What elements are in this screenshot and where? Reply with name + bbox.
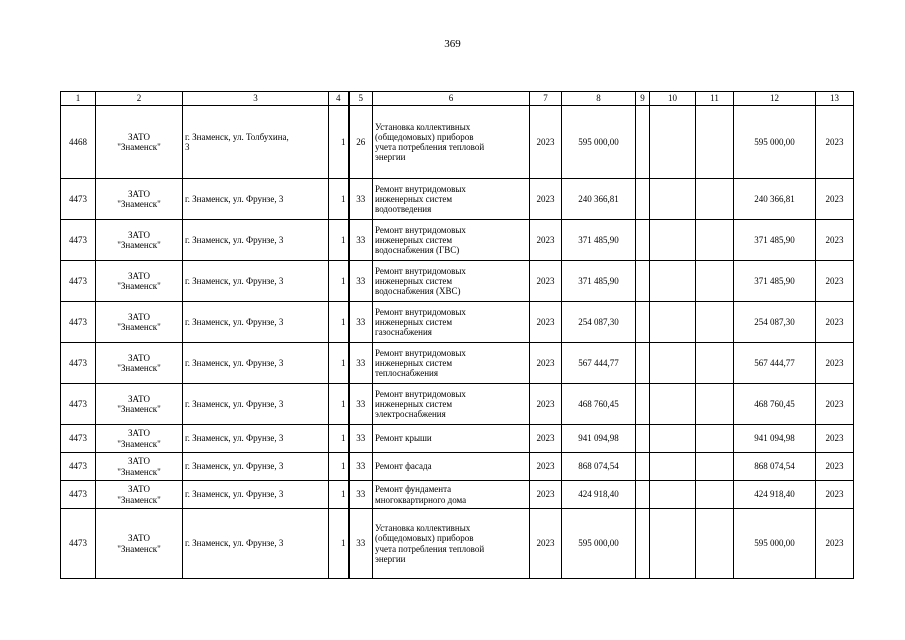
cell-end-year: 2023 [816,261,854,302]
cell-col11 [696,261,734,302]
cell-id: 4473 [61,425,96,453]
cell-year: 2023 [530,261,562,302]
cell-id: 4473 [61,343,96,384]
cell-end-year: 2023 [816,453,854,481]
cell-col10 [650,509,696,579]
cell-address: г. Знаменск, ул. Фрунзе, 3 [183,481,329,509]
table-row [61,453,854,481]
cell-address: г. Знаменск, ул. Фрунзе, 3 [183,453,329,481]
cell-work-type: Ремонт крыши [373,425,530,453]
cell-municipality: ЗАТО "Знаменск" [96,179,183,220]
cell-col11 [696,384,734,425]
cell-municipality: ЗАТО "Знаменск" [96,481,183,509]
cell-end-year: 2023 [816,179,854,220]
cell-cost: 595 000,00 [562,106,636,179]
table-row [61,179,854,220]
cell-year: 2023 [530,220,562,261]
cell-municipality: ЗАТО "Знаменск" [96,106,183,179]
cell-work-type: Ремонт внутридомовых инженерных систем водоснабжения (ХВС) [373,261,530,302]
cell-col11 [696,343,734,384]
cell-col9 [636,425,650,453]
cell-work-type: Ремонт внутридомовых инженерных систем газоснабжения [373,302,530,343]
cell-work-type: Установка коллективных (общедомовых) приборов учета потребления тепловой энергии [373,509,530,579]
cell-col4: 1 [329,302,349,343]
cell-municipality: ЗАТО "Знаменск" [96,509,183,579]
cell-cost: 468 760,45 [562,384,636,425]
table-row [61,509,854,579]
table-row [61,302,854,343]
cell-cost: 254 087,30 [562,302,636,343]
cell-year: 2023 [530,106,562,179]
cell-end-year: 2023 [816,343,854,384]
cell-col9 [636,106,650,179]
cell-end-year: 2023 [816,220,854,261]
column-header: 3 [183,92,329,106]
cell-id: 4473 [61,220,96,261]
cell-col9 [636,509,650,579]
cell-municipality: ЗАТО "Знаменск" [96,343,183,384]
cell-end-year: 2023 [816,302,854,343]
table-row [61,106,854,179]
capital-repair-table [60,91,854,579]
cell-address: г. Знаменск, ул. Фрунзе, 3 [183,179,329,220]
cell-total: 941 094,98 [734,425,816,453]
cell-work-type: Ремонт фундамента многоквартирного дома [373,481,530,509]
column-header: 8 [562,92,636,106]
cell-municipality: ЗАТО "Знаменск" [96,384,183,425]
table-row [61,261,854,302]
cell-col4: 1 [329,481,349,509]
cell-col11 [696,509,734,579]
cell-id: 4473 [61,481,96,509]
cell-col9 [636,302,650,343]
cell-total: 468 760,45 [734,384,816,425]
cell-col10 [650,425,696,453]
cell-col4: 1 [329,179,349,220]
cell-col11 [696,481,734,509]
cell-col5: 33 [349,453,373,481]
cell-end-year: 2023 [816,425,854,453]
cell-municipality: ЗАТО "Знаменск" [96,425,183,453]
cell-work-type: Ремонт фасада [373,453,530,481]
cell-cost: 567 444,77 [562,343,636,384]
column-header: 6 [373,92,530,106]
table-row [61,343,854,384]
column-header: 2 [96,92,183,106]
header-row [61,92,854,106]
cell-col10 [650,384,696,425]
cell-address: г. Знаменск, ул. Фрунзе, 3 [183,343,329,384]
cell-year: 2023 [530,453,562,481]
cell-municipality: ЗАТО "Знаменск" [96,220,183,261]
cell-col10 [650,481,696,509]
cell-col4: 1 [329,261,349,302]
cell-address: г. Знаменск, ул. Толбухина, 3 [183,106,329,179]
cell-col10 [650,179,696,220]
cell-col5: 33 [349,179,373,220]
cell-col11 [696,453,734,481]
column-header: 7 [530,92,562,106]
cell-col9 [636,481,650,509]
cell-id: 4473 [61,179,96,220]
cell-cost: 424 918,40 [562,481,636,509]
cell-end-year: 2023 [816,481,854,509]
cell-col10 [650,343,696,384]
cell-col11 [696,220,734,261]
cell-total: 567 444,77 [734,343,816,384]
column-header: 12 [734,92,816,106]
cell-year: 2023 [530,302,562,343]
cell-id: 4473 [61,509,96,579]
cell-col5: 33 [349,261,373,302]
cell-col10 [650,453,696,481]
cell-col10 [650,302,696,343]
cell-id: 4473 [61,384,96,425]
cell-col11 [696,179,734,220]
cell-total: 595 000,00 [734,509,816,579]
cell-work-type: Ремонт внутридомовых инженерных систем электроснабжения [373,384,530,425]
cell-address: г. Знаменск, ул. Фрунзе, 3 [183,425,329,453]
cell-col10 [650,261,696,302]
cell-cost: 371 485,90 [562,261,636,302]
cell-total: 424 918,40 [734,481,816,509]
cell-work-type: Ремонт внутридомовых инженерных систем водоснабжения (ГВС) [373,220,530,261]
cell-cost: 868 074,54 [562,453,636,481]
page-number: 369 [444,38,461,50]
cell-col11 [696,302,734,343]
cell-col9 [636,343,650,384]
cell-cost: 240 366,81 [562,179,636,220]
cell-col5: 33 [349,343,373,384]
cell-col4: 1 [329,343,349,384]
cell-col9 [636,179,650,220]
cell-col4: 1 [329,106,349,179]
cell-end-year: 2023 [816,106,854,179]
cell-col9 [636,453,650,481]
cell-end-year: 2023 [816,509,854,579]
cell-col11 [696,106,734,179]
cell-work-type: Ремонт внутридомовых инженерных систем теплоснабжения [373,343,530,384]
cell-col4: 1 [329,220,349,261]
column-header: 13 [816,92,854,106]
column-header: 1 [61,92,96,106]
cell-col11 [696,425,734,453]
cell-col5: 33 [349,481,373,509]
cell-col4: 1 [329,425,349,453]
cell-municipality: ЗАТО "Знаменск" [96,453,183,481]
column-header: 5 [349,92,373,106]
cell-id: 4473 [61,453,96,481]
cell-cost: 371 485,90 [562,220,636,261]
cell-end-year: 2023 [816,384,854,425]
table-row [61,220,854,261]
cell-col5: 33 [349,384,373,425]
table-row [61,481,854,509]
cell-col4: 1 [329,509,349,579]
column-header: 10 [650,92,696,106]
cell-total: 254 087,30 [734,302,816,343]
cell-col5: 33 [349,302,373,343]
cell-work-type: Установка коллективных (общедомовых) приборов учета потребления тепловой энергии [373,106,530,179]
cell-address: г. Знаменск, ул. Фрунзе, 3 [183,509,329,579]
cell-work-type: Ремонт внутридомовых инженерных систем водоотведения [373,179,530,220]
cell-total: 868 074,54 [734,453,816,481]
cell-col4: 1 [329,384,349,425]
table-row [61,425,854,453]
cell-year: 2023 [530,509,562,579]
cell-year: 2023 [530,481,562,509]
cell-col10 [650,220,696,261]
cell-total: 595 000,00 [734,106,816,179]
cell-total: 240 366,81 [734,179,816,220]
cell-col10 [650,106,696,179]
cell-col5: 33 [349,509,373,579]
cell-col4: 1 [329,453,349,481]
cell-address: г. Знаменск, ул. Фрунзе, 3 [183,220,329,261]
cell-total: 371 485,90 [734,261,816,302]
column-header: 11 [696,92,734,106]
cell-col5: 33 [349,425,373,453]
cell-year: 2023 [530,384,562,425]
cell-col9 [636,384,650,425]
column-header: 4 [329,92,349,106]
cell-year: 2023 [530,425,562,453]
cell-col9 [636,261,650,302]
cell-address: г. Знаменск, ул. Фрунзе, 3 [183,384,329,425]
cell-id: 4473 [61,261,96,302]
cell-col5: 33 [349,220,373,261]
cell-id: 4468 [61,106,96,179]
cell-municipality: ЗАТО "Знаменск" [96,261,183,302]
cell-id: 4473 [61,302,96,343]
cell-year: 2023 [530,343,562,384]
cell-year: 2023 [530,179,562,220]
cell-total: 371 485,90 [734,220,816,261]
cell-cost: 941 094,98 [562,425,636,453]
cell-address: г. Знаменск, ул. Фрунзе, 3 [183,302,329,343]
column-header: 9 [636,92,650,106]
cell-cost: 595 000,00 [562,509,636,579]
cell-municipality: ЗАТО "Знаменск" [96,302,183,343]
cell-col9 [636,220,650,261]
table-row [61,384,854,425]
cell-address: г. Знаменск, ул. Фрунзе, 3 [183,261,329,302]
cell-col5: 26 [349,106,373,179]
